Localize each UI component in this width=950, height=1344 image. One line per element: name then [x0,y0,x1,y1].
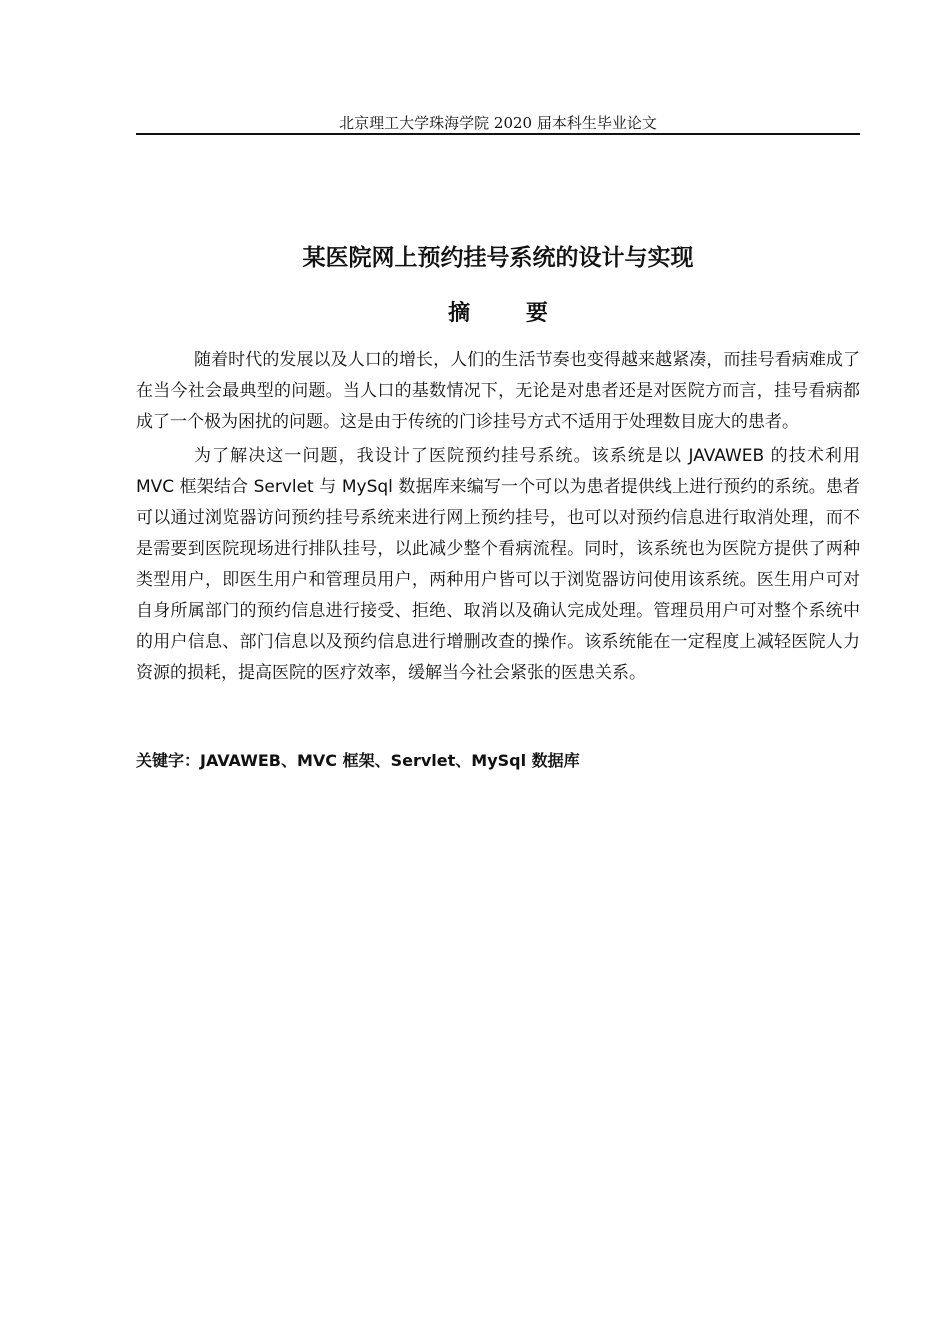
abstract-paragraph-1: 随着时代的发展以及人口的增长，人们的生活节奏也变得越来越紧凑，而挂号看病难成了在当今社会最典型的问题。当人口的基数情况下，无论是对患者还是对医院方而言，挂号看病都成了一个极为困扰的问题。这是由于传统的门诊挂号方式不适用于处理数目庞大的患者。 [136,350,860,432]
paper-title: 某医院网上预约挂号系统的设计与实现 [302,245,694,271]
abstract-body [136,345,860,689]
keywords-line: 关键字：JAVAWEB、MVC 框架、Servlet、MySql 数据库 [136,751,580,770]
running-header: 北京理工大学珠海学院 2020 届本科生毕业论文 [339,114,657,132]
abstract-heading: 摘 要 [448,301,572,326]
header-rule [136,133,860,135]
abstract-paragraph-2: 为了解决这一问题，我设计了医院预约挂号系统。该系统是以 JAVAWEB 的技术利用 MVC 框架结合 Servlet 与 MySql 数据库来编写一个可以为患者提供线上进行预约的系统。患者可以通过浏览器访问预约挂号系统来进行网上预约挂号，也可以对预约信息进行取消处理，而不是需要到医院现场进行排队挂号，以此减少整个看病流程。同时，该系统也为医院方提供了两种类型用户，即医生用户和管理员用户，两种用户皆可以于浏览器访问使用该系统。医生用户可对自身所属部门的预约信息进行接受、拒绝、取消以及确认完成处理。管理员用户可对整个系统中的用户信息、部门信息以及预约信息进行增删改查的操作。该系统能在一定程度上减轻医院人力资源的损耗，提高医院的医疗效率，缓解当今社会紧张的医患关系。 [136,446,860,683]
